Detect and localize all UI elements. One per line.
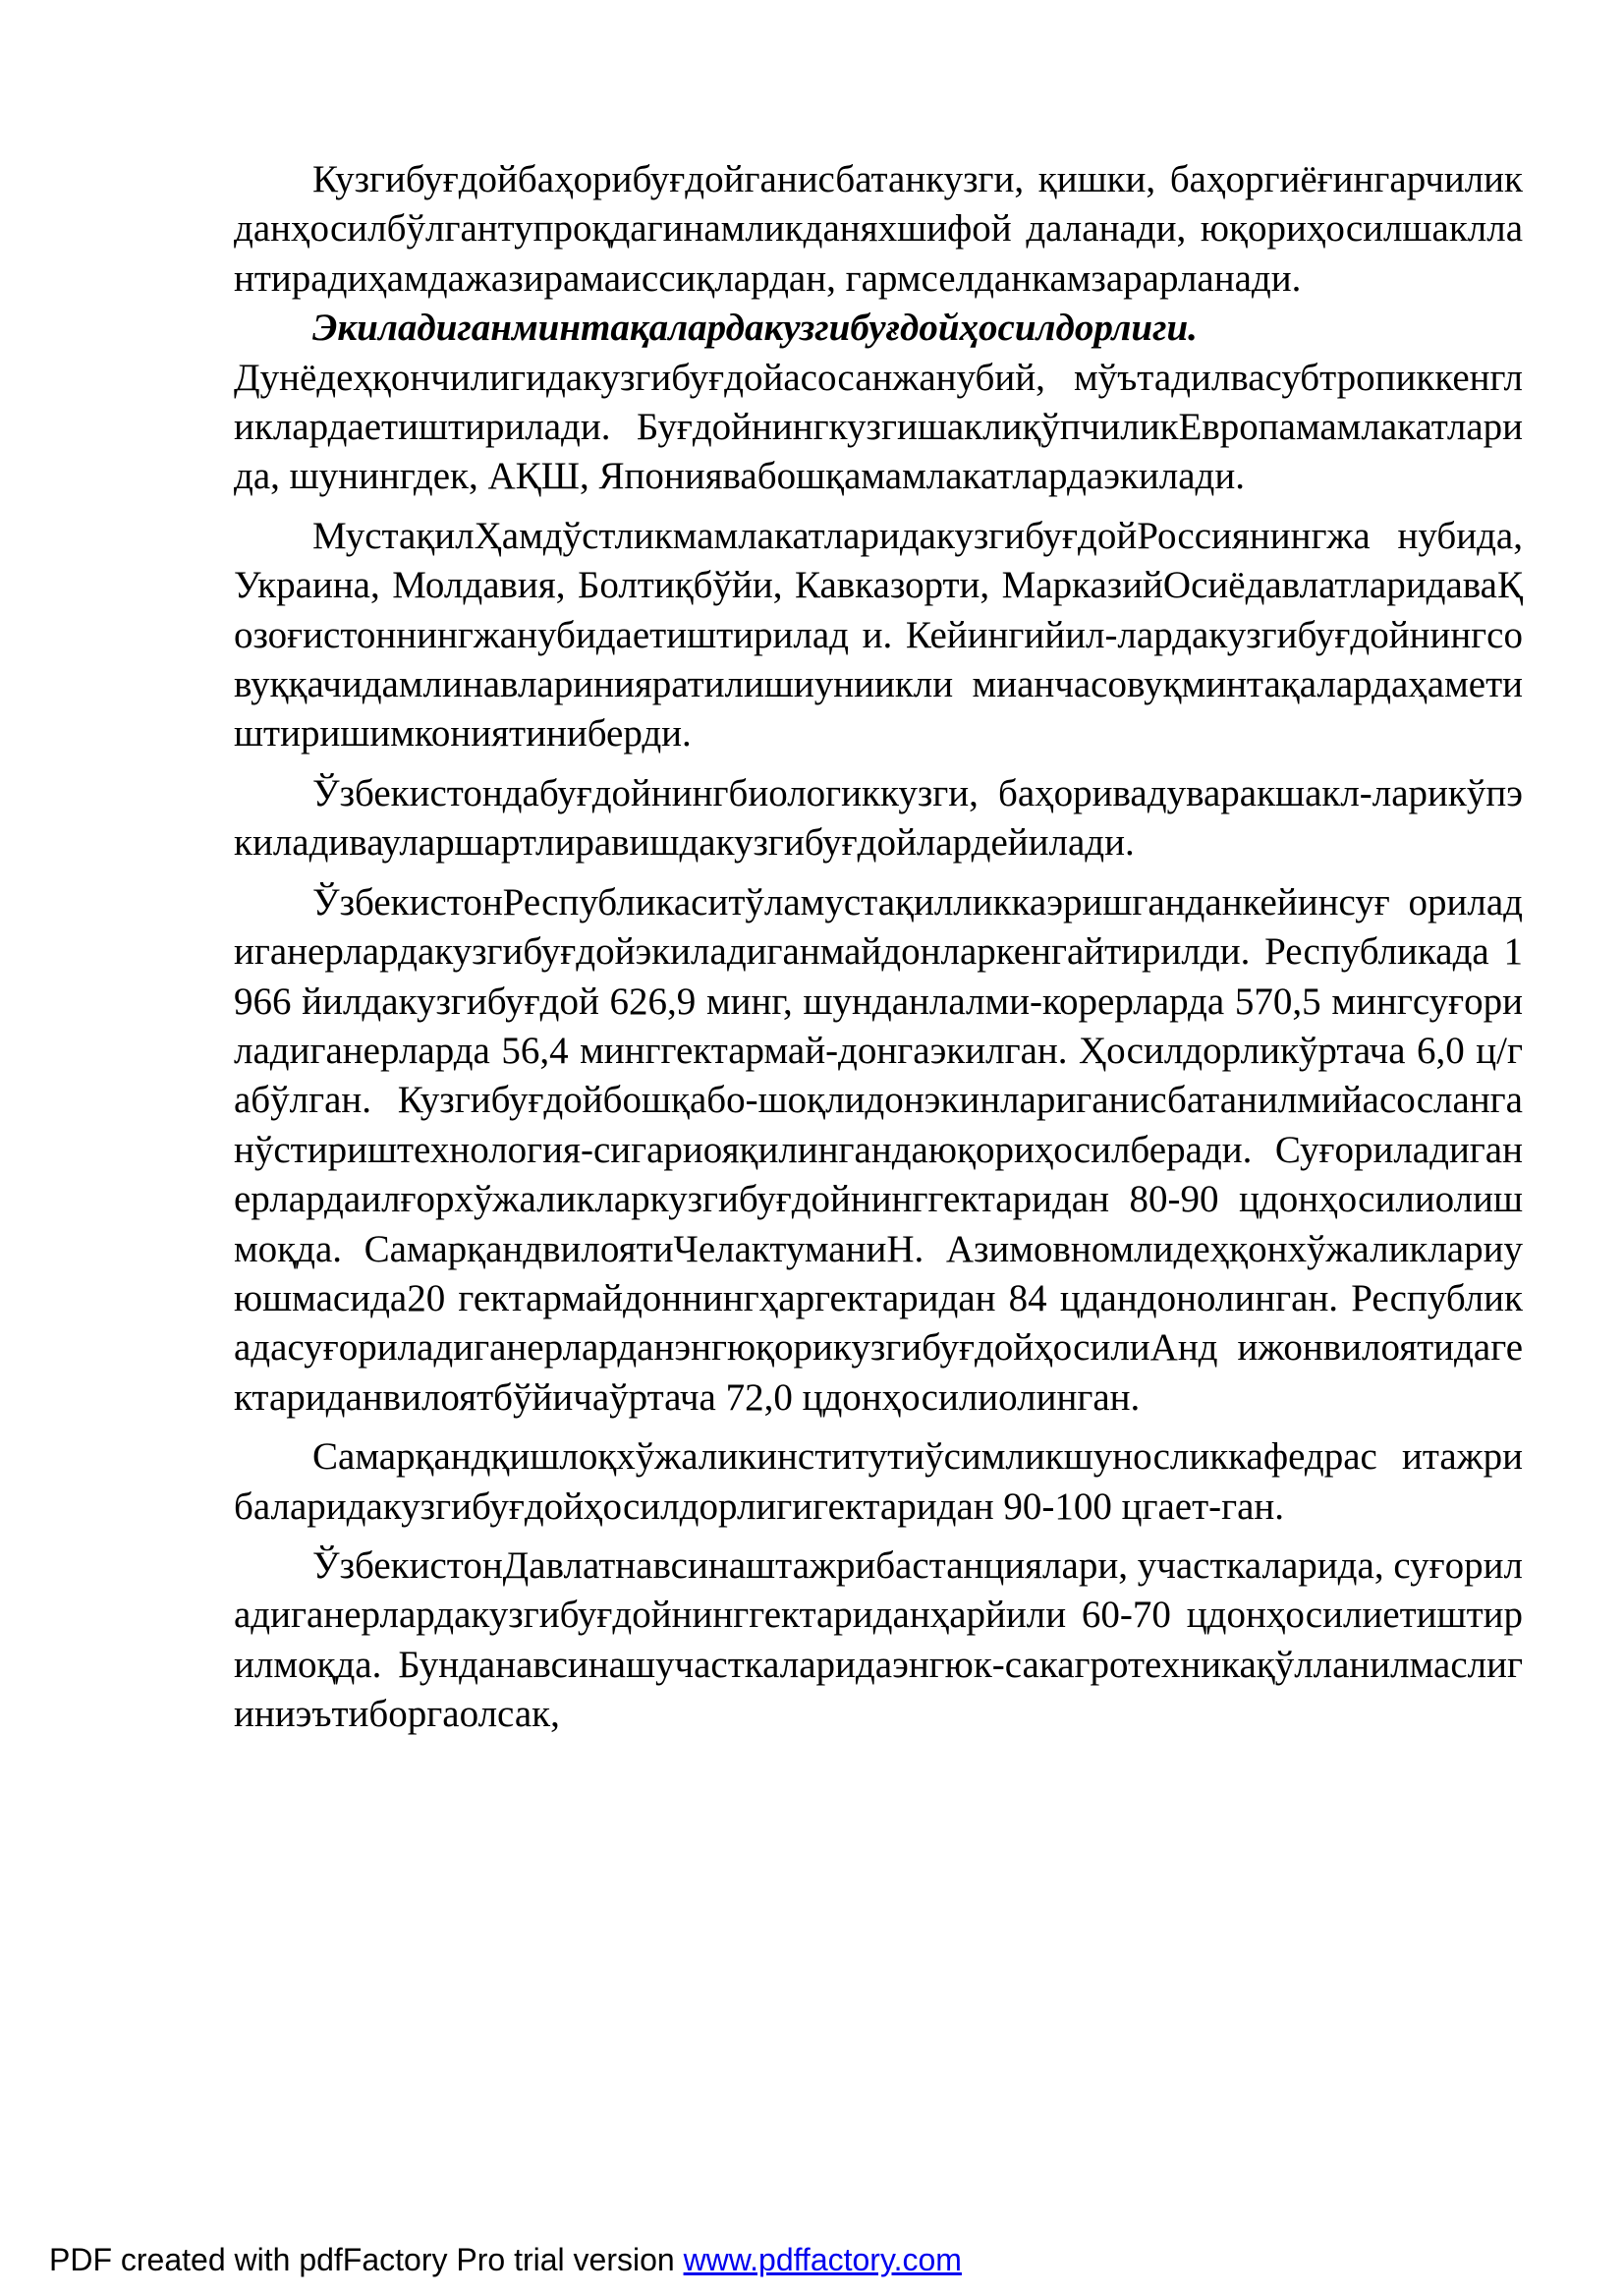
- paragraph-uzbekistan-forms: Ўзбекистондабуғдойнингбиологиккузги, баҳоривадуваракшакл-ларикўпэкиладивауларшартлиравишдакузгибуғдойлардейилади.: [234, 771, 1523, 865]
- section-heading: Экиладиганминтақалардакузгибуғдойҳосилдорлиги.: [312, 307, 1198, 350]
- paragraph-samarkand-institute: Самарқандқишлоқхўжаликинститутиўсимликшуносликкафедрас итажрибаларидакузгибуғдойҳосилдорлигигектаридан 90-100 цгает-ган.: [234, 1435, 1523, 1528]
- footer-link[interactable]: www.pdffactory.com: [683, 2242, 962, 2277]
- document-page: [234, 155, 1523, 1740]
- paragraph-cis-regions: МустақилҲамдўстликмамлакатларидакузгибуғдойРоссиянингжа нубида, Украина, Молдавия, Болтиқбўйи, Кавказорти, МарказийОсиёдавлатларидаваҚозоғистоннингжанубидаетиштирилад и. Кейингийил-лардакузгибуғдойнингсовуққачидамлинавларинияратилишиуниикли мианчасовуқминтақалардаҳаметиштиришимкониятиниберди.: [234, 514, 1523, 756]
- paragraph-variety-testing: ЎзбекистонДавлатнавсинаштажрибастанциялари, участкаларида, суғориладиганерлардакузгибуғдойнинггектариданҳарйили 60-70 цдонҳосилиетиштирилмоқда. Бунданавсинашучасткаларидаэнгюк-сакагротехникақўлланилмаслигиниэътиборгаолсак,: [234, 1543, 1523, 1736]
- paragraph-republic-statistics: ЎзбекистонРеспубликаситўламустақилликкаэришганданкейинсуғ ориладиганерлардакузгибуғдойэкиладиганмайдонларкенгайтирилди. Республикада 1966 йилдакузгибуғдой 626,9 минг, шунданлалми-корерларда 570,5 мингсуғориладиганерларда 56,4 минггектармай-донгаэкилган. Ҳосилдорликўртача 6,0 ц/габўлган. Кузгибуғдойбошқабо-шоқлидонэкинлариганисбатанилмийасосланганўстириштехнология-сигариояқилингандаюқориҳосилберади. Суғориладиганерлардаилғорхўжаликларкузгибуғдойнинггектаридан 80-90 цдонҳосилиолишмоқда. СамарқандвилоятиЧелактуманиН. Азимовномлидеҳқонхўжаликлариуюшмасида20 гектармайдоннингҳаргектаридан 84 цдандонолинган. РеспубликадасуғориладиганерларданэнгюқорикузгибуғдойҳосилиАнд ижонвилоятидагектариданвилоятбўйичаўртача 72,0 цдонҳосилиолинган.: [234, 880, 1523, 1419]
- footer-text: PDF created with pdfFactory Pro trial version: [49, 2242, 684, 2277]
- paragraph-winter-wheat-intro: Кузгибуғдойбаҳорибуғдойганисбатанкузги, қишки, баҳоргиёғингарчиликданҳосилбўлгантупроқдагинамликданяхшифой даланади, юқориҳосилшакллантирадиҳамдажазирамаиссиқлардан, гармселданкамзарарланади.: [234, 158, 1523, 300]
- paragraph-world-regions: Дунёдеҳқончилигидакузгибуғдойасосанжанубий, мўътадилвасубтропиккенгликлардаетиштирилади. БуғдойнингкузгишаклиқўпчиликЕвропамамлакатларида, шунингдек, АҚШ, Япониявабошқамамлакатлардаэкилади.: [234, 356, 1523, 498]
- pdf-footer: [49, 2242, 962, 2278]
